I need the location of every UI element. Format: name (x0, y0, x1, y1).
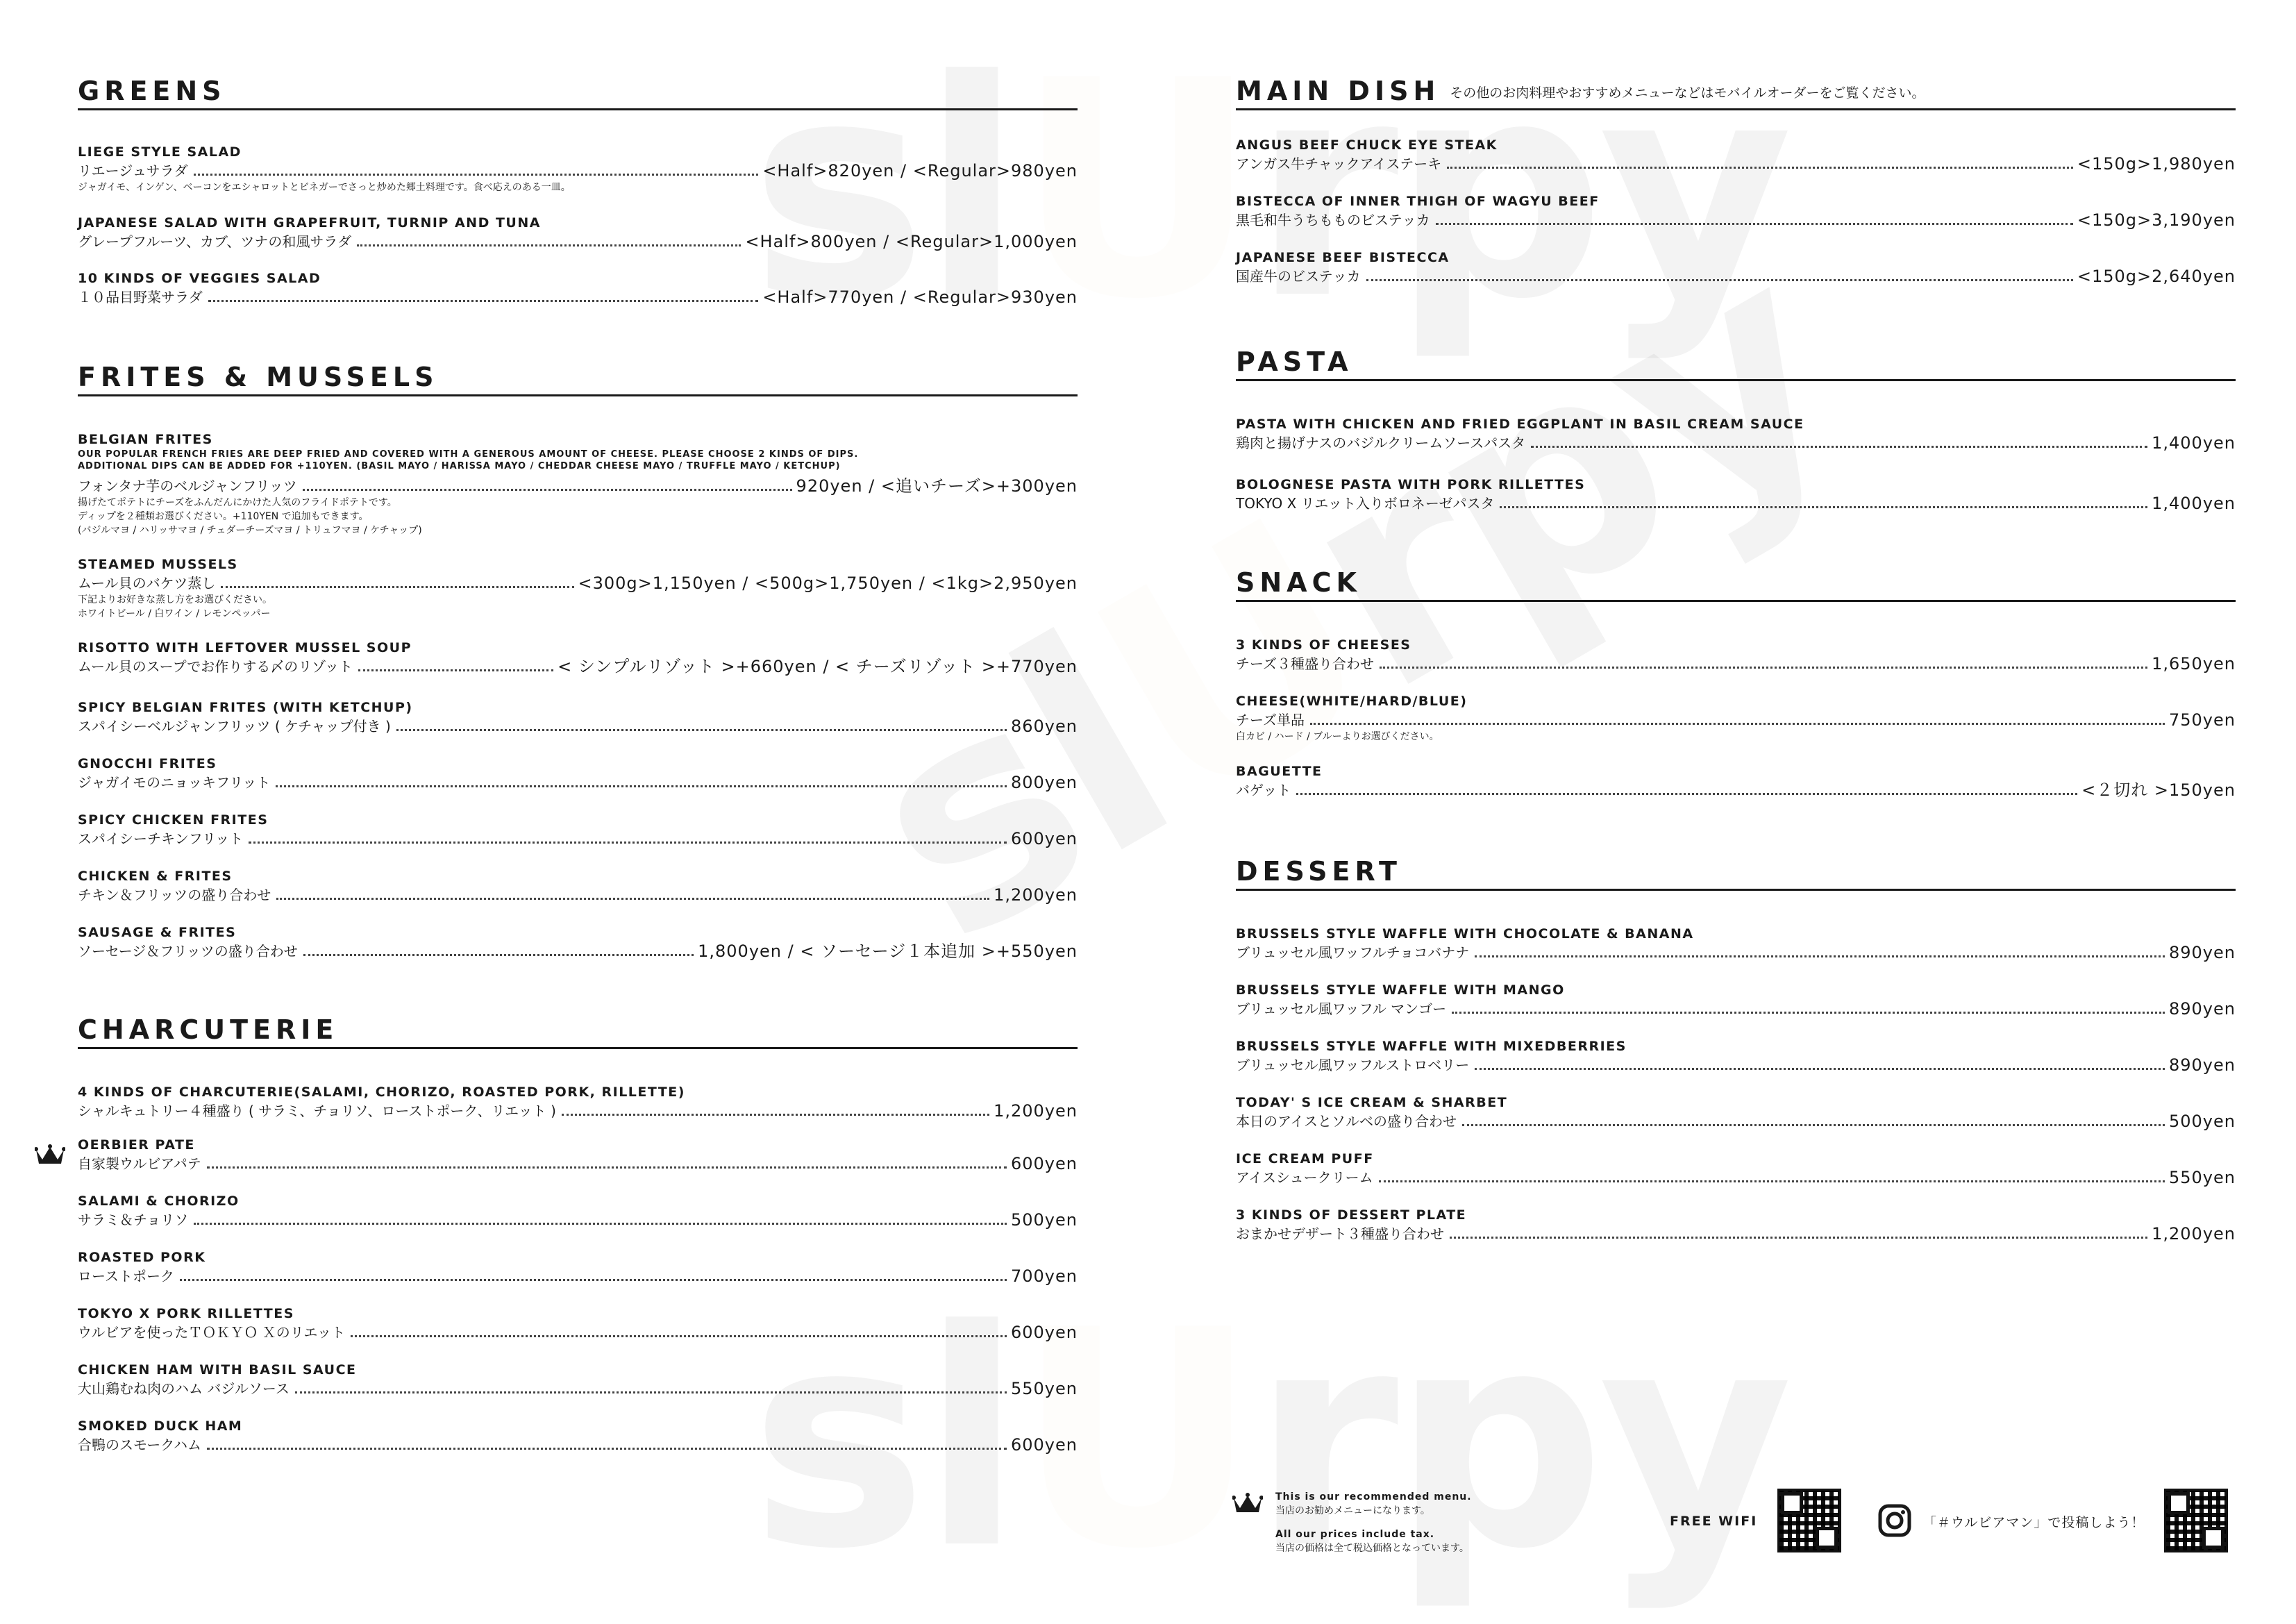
item-price: 750yen (2169, 710, 2236, 730)
item-name-en: CHICKEN HAM WITH BASIL SAUCE (78, 1362, 357, 1378)
menu-item (1236, 762, 2236, 800)
item-name-jp: １０品目野菜サラダ (78, 289, 203, 305)
instagram-label: 「＃ウルビアマン」で投稿しよう！ (1923, 1515, 2145, 1530)
item-price: 860yen (1011, 717, 1078, 736)
item-price: 1,400yen (2152, 494, 2236, 513)
item-name-en: BISTECCA OF INNER THIGH OF WAGYU BEEF (1236, 194, 1600, 209)
menu-item (78, 1305, 1078, 1342)
menu-item (78, 639, 1078, 676)
item-name-jp: 国産牛のビステッカ (1236, 268, 1361, 285)
item-price: <Half>800yen / <Regular>1,000yen (745, 232, 1078, 251)
section-note: その他のお肉料理やおすすめメニューなどはモバイルオーダーをご覧ください。 (1450, 85, 1925, 101)
tax-note-jp: 当店の価格は全て税込価格となっています。 (1275, 1543, 1469, 1554)
item-price: <Half>770yen / <Regular>930yen (762, 287, 1078, 307)
menu-item (1236, 1150, 2236, 1187)
menu-item (1236, 1037, 2236, 1075)
item-name-en: 3 KINDS OF DESSERT PLATE (1236, 1207, 1467, 1223)
item-desc: 揚げたてポテトにチーズをふんだんにかけた人気のフライドポテトです。 (78, 497, 397, 508)
item-price: <150g>2,640yen (2077, 267, 2236, 286)
section-greens (78, 69, 1078, 110)
item-price: <Half>820yen / <Regular>980yen (762, 161, 1078, 181)
item-name-jp: ムール貝のスープでお作りする〆のリゾット (78, 658, 353, 675)
item-name-en: CHEESE(WHITE/HARD/BLUE) (1236, 694, 1468, 709)
item-name-en: ROASTED PORK (78, 1250, 206, 1265)
item-name-en: GNOCCHI FRITES (78, 756, 217, 771)
item-desc: (バジルマヨ / ハリッサマヨ / チェダーチーズマヨ / トリュフマヨ / ケチャップ) (78, 525, 422, 536)
item-desc: 白カビ / ハード / ブルーよりお選びください。 (1236, 731, 1439, 742)
item-price: 890yen (2169, 943, 2236, 962)
item-name-en: LIEGE STYLE SALAD (78, 144, 242, 160)
item-price: 600yen (1011, 1154, 1078, 1173)
item-name-jp: ムール貝のバケツ蒸し (78, 575, 216, 592)
item-price: 600yen (1011, 1435, 1078, 1455)
item-name-en: BELGIAN FRITES (78, 432, 213, 447)
item-name-en: TOKYO X PORK RILLETTES (78, 1306, 294, 1321)
item-desc-en: ADDITIONAL DIPS CAN BE ADDED FOR +110YEN. (BASIL MAYO / HARISSA MAYO / CHEDDAR CHEESE MAYO / TRUFFLE MAYO / KETCHUP) (78, 461, 841, 471)
section-title: DESSERT (1236, 856, 1402, 887)
item-name-jp: ローストポーク (78, 1268, 174, 1284)
item-name-en: PASTA WITH CHICKEN AND FRIED EGGPLANT IN BASIL CREAM SAUCE (1236, 417, 1804, 432)
item-desc: ディップを２種類お選びください。+110YEN で追加もできます。 (78, 511, 369, 522)
item-desc: 下記よりお好きな蒸し方をお選びください。 (78, 594, 272, 605)
section-dessert (1236, 850, 2236, 891)
item-name-jp: バゲット (1236, 782, 1291, 798)
item-price: 920yen / <追いチーズ>+300yen (796, 476, 1078, 496)
item-name-jp: フォンタナ芋のベルジャンフリッツ (78, 478, 297, 494)
wifi-qr-code-icon[interactable] (1777, 1489, 1841, 1552)
item-name-en: TODAY' S ICE CREAM & SHARBET (1236, 1095, 1508, 1110)
section-snack (1236, 561, 2236, 602)
item-name-jp: スパイシーチキンフリット (78, 830, 244, 847)
item-name-en: JAPANESE BEEF BISTECCA (1236, 250, 1450, 265)
item-price: 1,200yen (2152, 1224, 2236, 1244)
item-name-jp: リエージュサラダ (78, 162, 188, 179)
item-name-jp: グレープフルーツ、カブ、ツナの和風サラダ (78, 233, 352, 250)
item-price: 550yen (2169, 1168, 2236, 1187)
item-name-jp: ブリュッセル風ワッフル マンゴー (1236, 1001, 1447, 1017)
item-price: 800yen (1011, 773, 1078, 792)
item-name-jp: スパイシーベルジャンフリッツ ( ケチャップ付き ) (78, 718, 391, 735)
menu-item (1236, 692, 2236, 744)
menu-item (78, 923, 1078, 961)
menu-item (1236, 981, 2236, 1019)
item-price: <２切れ >150yen (2081, 780, 2236, 800)
item-price: <150g>3,190yen (2077, 210, 2236, 230)
item-name-jp: サラミ＆チョリソ (78, 1212, 189, 1228)
menu-item (78, 867, 1078, 905)
item-price: 1,400yen (2152, 433, 2236, 453)
menu-item (1236, 192, 2236, 230)
item-name-jp: 鶏肉と揚げナスのバジルクリームソースパスタ (1236, 435, 1526, 451)
item-name-en: BAGUETTE (1236, 764, 1323, 779)
item-name-en: SMOKED DUCK HAM (78, 1418, 243, 1434)
item-name-jp: 自家製ウルビアパテ (78, 1155, 201, 1172)
wifi-label: FREE WIFI (1670, 1514, 1758, 1529)
tax-note-en: All our prices include tax. (1275, 1529, 1435, 1540)
menu-item (78, 430, 1078, 537)
menu-item (78, 1083, 1078, 1121)
item-name-jp: 黒毛和牛うちもものビステッカ (1236, 212, 1430, 228)
section-frites (78, 355, 1078, 396)
menu-item (1236, 415, 2236, 453)
menu-item-recommended (78, 1136, 1078, 1173)
section-title: GREENS (78, 76, 226, 106)
item-name-jp: チーズ単品 (1236, 712, 1305, 728)
section-title: FRITES & MUSSELS (78, 362, 439, 392)
item-name-jp: アイスシュークリーム (1236, 1169, 1373, 1186)
menu-item (1236, 136, 2236, 174)
menu-item (1236, 636, 2236, 673)
menu-item (1236, 249, 2236, 286)
item-name-en: SPICY BELGIAN FRITES (WITH KETCHUP) (78, 700, 413, 715)
item-price: 1,650yen (2152, 654, 2236, 673)
menu-item (78, 755, 1078, 792)
item-price: 700yen (1011, 1266, 1078, 1286)
menu-item (1236, 476, 2236, 513)
recommend-note-jp: 当店のお勧めメニューになります。 (1275, 1505, 1430, 1516)
crown-icon (1232, 1493, 1263, 1515)
item-name-jp: ブリュッセル風ワッフルストロベリー (1236, 1057, 1470, 1073)
section-title: PASTA (1236, 346, 1353, 377)
item-name-en: CHICKEN & FRITES (78, 869, 233, 884)
item-desc: ホワイトビール / 白ワイン / レモンペッパー (78, 608, 271, 619)
item-price: <300g>1,150yen / <500g>1,750yen / <1kg>2,950yen (578, 574, 1078, 593)
item-name-en: JAPANESE SALAD WITH GRAPEFRUIT, TURNIP AND TUNA (78, 215, 541, 231)
item-name-en: BRUSSELS STYLE WAFFLE WITH MANGO (1236, 982, 1565, 998)
item-name-en: OERBIER PATE (78, 1137, 195, 1153)
item-name-en: BRUSSELS STYLE WAFFLE WITH MIXEDBERRIES (1236, 1039, 1627, 1054)
item-name-jp: ジャガイモのニョッキフリット (78, 774, 271, 791)
instagram-qr-code-icon[interactable] (2164, 1489, 2228, 1552)
item-name-en: 4 KINDS OF CHARCUTERIE(SALAMI, CHORIZO, ROASTED PORK, RILLETTE) (78, 1085, 685, 1100)
item-price: 1,200yen (994, 1101, 1078, 1121)
instagram-icon[interactable] (1878, 1504, 1911, 1537)
menu-item (78, 1192, 1078, 1230)
section-title: CHARCUTERIE (78, 1014, 339, 1045)
item-price: 550yen (1011, 1379, 1078, 1398)
item-name-en: ICE CREAM PUFF (1236, 1151, 1374, 1166)
item-name-en: BRUSSELS STYLE WAFFLE WITH CHOCOLATE & BANANA (1236, 926, 1694, 941)
item-name-en: SPICY CHICKEN FRITES (78, 812, 269, 828)
menu-item (1236, 1206, 2236, 1244)
item-name-en: 10 KINDS OF VEGGIES SALAD (78, 271, 321, 286)
item-price: 1,800yen / < ソーセージ１本追加 >+550yen (698, 941, 1078, 961)
item-name-en: SALAMI & CHORIZO (78, 1194, 240, 1209)
item-price: 890yen (2169, 999, 2236, 1019)
footer (1232, 1486, 2239, 1569)
item-price: <150g>1,980yen (2077, 154, 2236, 174)
menu-item (78, 1417, 1078, 1455)
menu-item (78, 698, 1078, 736)
item-name-en: RISOTTO WITH LEFTOVER MUSSEL SOUP (78, 640, 412, 655)
item-desc: ジャガイモ、インゲン、ベーコンをエシャロットとビネガーでさっと炒めた郷土料理です。食べ応えのある一皿。 (78, 182, 571, 193)
item-name-jp: TOKYO X リエット入りボロネーゼパスタ (1236, 495, 1495, 512)
item-name-en: STEAMED MUSSELS (78, 557, 238, 572)
section-pasta (1236, 340, 2236, 381)
menu-item (78, 143, 1078, 194)
item-name-jp: ウルビアを使ったＴＯＫＹＯ Ｘのリエット (78, 1324, 345, 1341)
item-name-jp: 合鴨のスモークハム (78, 1437, 201, 1453)
item-price: 500yen (1011, 1210, 1078, 1230)
item-name-jp: 大山鶏むね肉のハム バジルソース (78, 1380, 290, 1397)
item-price: 600yen (1011, 1323, 1078, 1342)
item-name-jp: ソーセージ＆フリッツの盛り合わせ (78, 943, 298, 960)
item-name-jp: おまかせデザート３種盛り合わせ (1236, 1225, 1444, 1242)
item-price: 890yen (2169, 1055, 2236, 1075)
item-name-jp: チキン＆フリッツの盛り合わせ (78, 887, 271, 903)
menu-item (78, 269, 1078, 307)
section-title: SNACK (1236, 567, 1361, 598)
menu-item (78, 811, 1078, 848)
item-name-jp: チーズ３種盛り合わせ (1236, 655, 1374, 672)
menu-item (78, 214, 1078, 251)
item-name-jp: アンガス牛チャックアイステーキ (1236, 156, 1442, 172)
recommend-note-en: This is our recommended menu. (1275, 1491, 1472, 1502)
item-price: 1,200yen (994, 885, 1078, 905)
item-name-en: BOLOGNESE PASTA WITH PORK RILLETTES (1236, 477, 1586, 492)
item-name-jp: ブリュッセル風ワッフルチョコバナナ (1236, 944, 1470, 961)
item-price: 600yen (1011, 829, 1078, 848)
menu-item (78, 1248, 1078, 1286)
item-price: < シンプルリゾット >+660yen / < チーズリゾット >+770yen (558, 657, 1078, 676)
crown-icon (35, 1144, 65, 1166)
menu-item (78, 1361, 1078, 1398)
item-name-jp: 本日のアイスとソルベの盛り合わせ (1236, 1113, 1457, 1130)
item-price: 500yen (2169, 1112, 2236, 1131)
item-name-en: SAUSAGE & FRITES (78, 925, 237, 940)
item-name-en: ANGUS BEEF CHUCK EYE STEAK (1236, 137, 1498, 153)
section-charcuterie (78, 1008, 1078, 1049)
section-main-dish (1236, 69, 2236, 110)
item-name-en: 3 KINDS OF CHEESES (1236, 637, 1411, 653)
section-title: MAIN DISH (1236, 76, 1441, 106)
menu-item (78, 555, 1078, 621)
item-desc-en: OUR POPULAR FRENCH FRIES ARE DEEP FRIED AND COVERED WITH A GENEROUS AMOUNT OF CHEESE. PLEASE CHOOSE 2 KINDS OF DIPS. (78, 449, 859, 460)
item-name-jp: シャルキュトリー４種盛り ( サラミ、チョリソ、ローストポーク、リエット ) (78, 1103, 556, 1119)
menu-item (1236, 1094, 2236, 1131)
menu-item (1236, 925, 2236, 962)
